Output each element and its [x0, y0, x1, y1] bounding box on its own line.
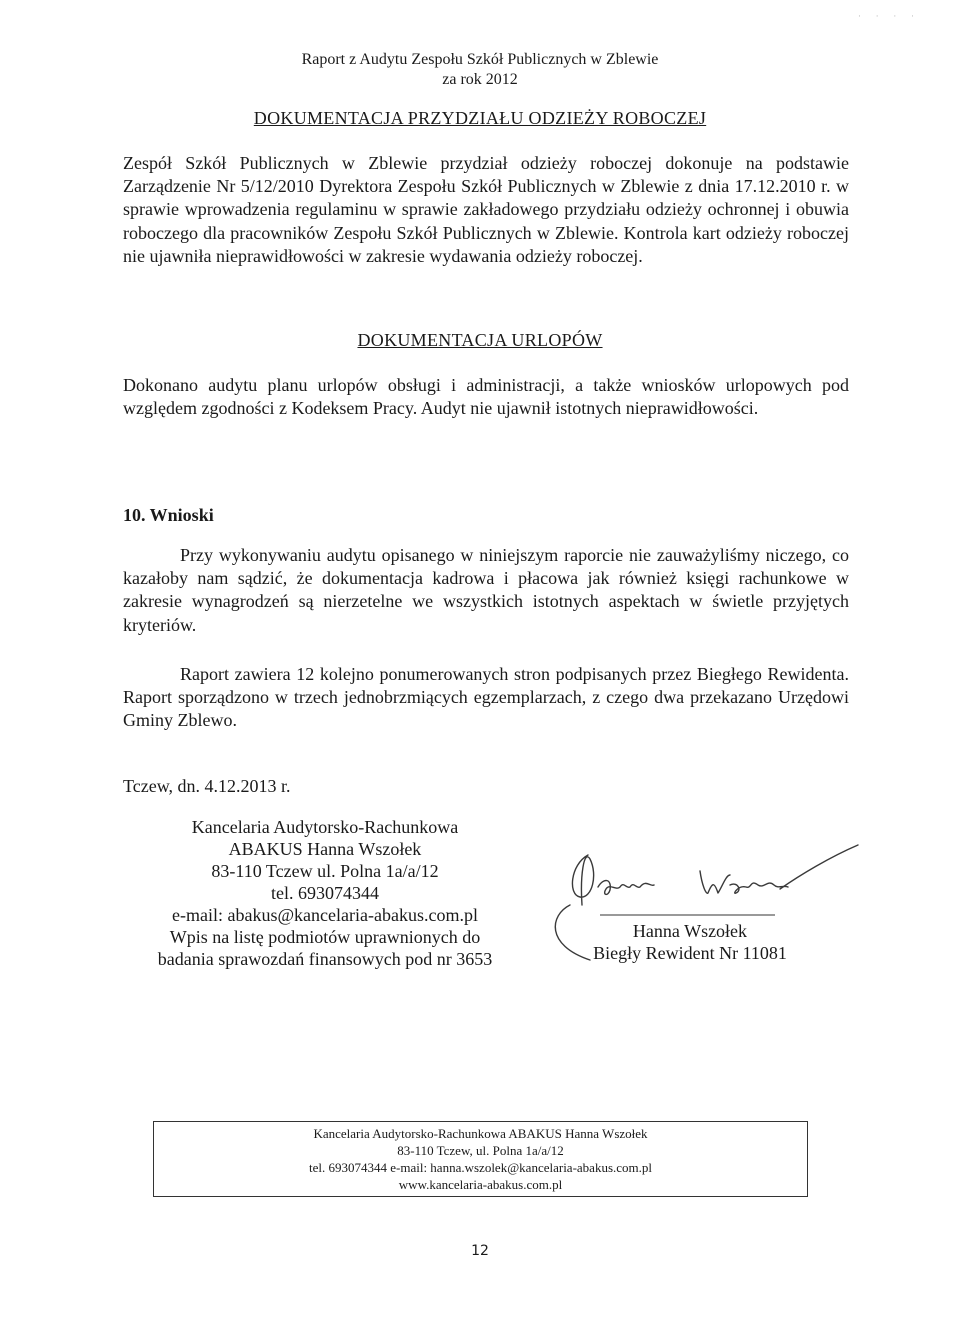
footer-line: www.kancelaria-abakus.com.pl: [398, 1177, 563, 1192]
signer-name-block: [540, 920, 840, 964]
firm-line: 83-110 Tczew ul. Polna 1a/a/12: [211, 861, 439, 881]
paragraph-report-info: Raport zawiera 12 kolejno ponumerowanych stron podpisanych przez Biegłego Rewidenta. Raport sporządzono w trzech jednobrzmiących egzemplarzach, z czego dwa przekazano Urzędowi Gminy Zblewo.: [123, 664, 849, 731]
firm-line: Kancelaria Audytorsko-Rachunkowa: [191, 817, 459, 837]
signer-name: Hanna Wszołek: [632, 921, 748, 941]
header-year: za rok 2012: [442, 71, 518, 88]
header-title: Raport z Audytu Zespołu Szkół Publicznych w Zblewie: [301, 51, 659, 68]
signer-title: Biegły Rewident Nr 11081: [593, 943, 787, 963]
footer-contact-box: [153, 1121, 808, 1197]
section-title-leave: DOKUMENTACJA URLOPÓW: [357, 330, 603, 350]
footer-line: 83-110 Tczew, ul. Polna 1a/a/12: [397, 1143, 564, 1158]
signature-block: [540, 835, 870, 975]
page-number: 12: [471, 1243, 489, 1259]
firm-line: ABAKUS Hanna Wszołek: [228, 839, 422, 859]
scan-artifact: · · · ·: [857, 12, 920, 22]
firm-line: tel. 693074344: [271, 883, 379, 903]
firm-line: badania sprawozdań finansowych pod nr 3653: [157, 949, 493, 969]
place-date: Tczew, dn. 4.12.2013 r.: [123, 776, 291, 796]
paragraph-leave: Dokonano audytu planu urlopów obsługi i administracji, a także wniosków urlopowych pod względem zgodności z Kodeksem Pracy. Audyt nie ujawnił istotnych nieprawidłowości.: [123, 375, 849, 419]
paragraph-conclusions: Przy wykonywaniu audytu opisanego w niniejszym raporcie nie zauważyliśmy niczego, co kazałoby nam sądzić, że dokumentacja kadrowa i płacowa jak również księgi rachunkowe w zakresie wynagrodzeń są nierzetelne we wszystkich istotnych aspektach w świetle przyjętych kryteriów.: [123, 545, 849, 635]
firm-line: Wpis na listę podmiotów uprawnionych do: [169, 927, 481, 947]
firm-stamp: [115, 816, 535, 970]
footer-line: tel. 693074344 e-mail: hanna.wszolek@kancelaria-abakus.com.pl: [309, 1160, 652, 1175]
firm-line: e-mail: abakus@kancelaria-abakus.com.pl: [172, 905, 478, 925]
footer-line: Kancelaria Audytorsko-Rachunkowa ABAKUS Hanna Wszołek: [313, 1126, 648, 1141]
paragraph-clothing: Zespół Szkół Publicznych w Zblewie przydział odzieży roboczej dokonuje na podstawie Zarządzenie Nr 5/12/2010 Dyrektora Zespołu Szkół Publicznych w Zblewie z dnia 17.12.2010 r. w sprawie wprowadzenia regulaminu w sprawie zakładowego przydziału odzieży ochronnej i obuwia roboczego dla pracowników Zespołu Szkół Publicznych w Zblewie. Kontrola kart odzieży roboczej nie ujawniła nieprawidłowości w zakresie wydawania odzieży roboczej.: [123, 153, 849, 266]
section-title-clothing: DOKUMENTACJA PRZYDZIAŁU ODZIEŻY ROBOCZEJ: [253, 108, 707, 128]
conclusions-heading: 10. Wnioski: [123, 505, 214, 525]
